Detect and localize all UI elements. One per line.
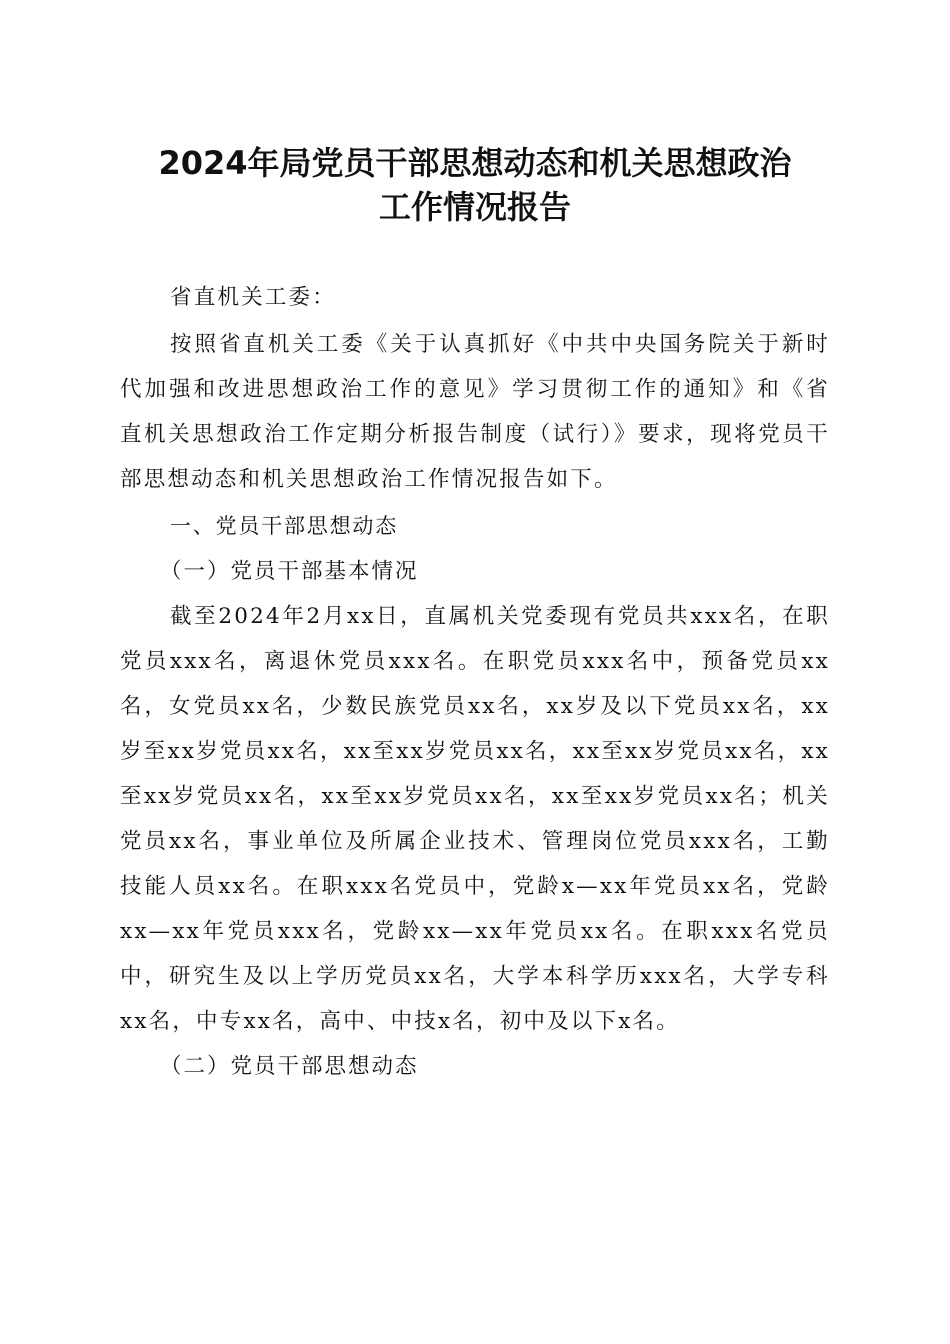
section-heading-1: 一、党员干部思想动态 [170, 514, 398, 538]
document-title-line-2: 工作情况报告 [378, 188, 571, 226]
salutation: 省直机关工委： [170, 285, 336, 310]
stats-paragraph: 截至2024年2月xx日，直属机关党委现有党员共xxx名，在职党员xxx名，离退休党员xxx名。在职党员xxx名中，预备党员xx名，女党员xx名，少数民族党员xx名，xx岁及以下党员xx名，xx岁至xx岁党员xx名，xx至xx岁党员xx名，xx至xx岁党员xx名，xx至xx岁党员xx名，xx至xx岁党员xx名，xx至xx岁党员xx名；机关党员xx名，事业单位及所属企业技术、管理岗位党员xxx名，工勤技能人员xx名。在职xxx名党员中，党龄x—xx年党员xx名，党龄xx—xx年党员xxx名，党龄xx—xx年党员xx名。在职xxx名党员中，研究生及以上学历党员xx名，大学本科学历xxx名，大学专科xx名，中专xx名，高中、中技x名，初中及以下x名。 [120, 604, 830, 1034]
document-body [120, 275, 830, 1089]
intro-paragraph: 按照省直机关工委《关于认真抓好《中共中央国务院关于新时代加强和改进思想政治工作的意见》学习贯彻工作的通知》和《省直机关思想政治工作定期分析报告制度（试行）》要求，现将党员干部思想动态和机关思想政治工作情况报告如下。 [120, 332, 830, 492]
subsection-heading-1: （一）党员干部基本情况 [160, 559, 419, 584]
document-title-line-1: 2024年局党员干部思想动态和机关思想政治 [158, 144, 792, 182]
subsection-heading-2: （二）党员干部思想动态 [160, 1054, 419, 1079]
